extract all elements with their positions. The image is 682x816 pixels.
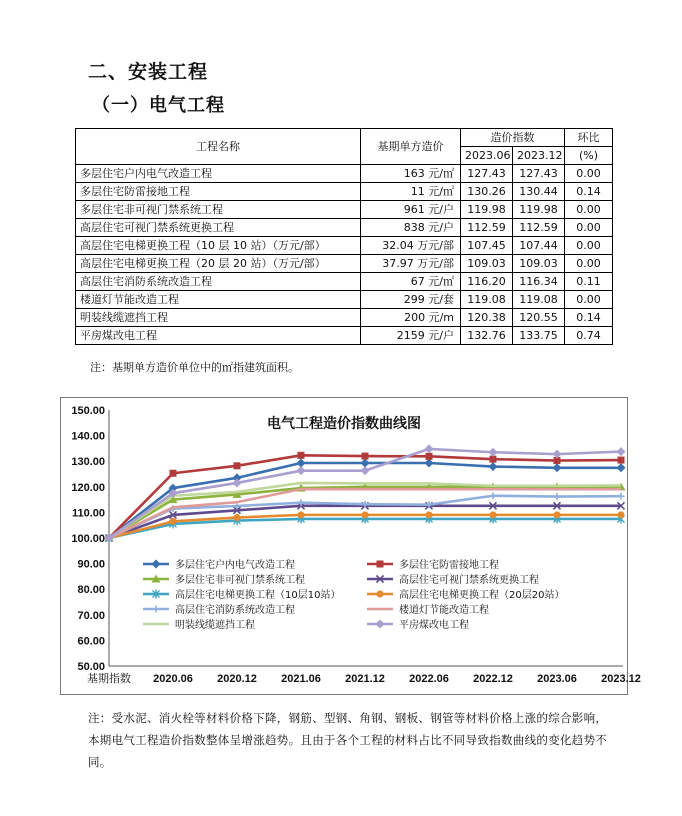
cell-ratio: 0.14	[565, 183, 613, 201]
y-tick-label: 130.00	[71, 456, 105, 469]
line-chart	[60, 397, 641, 695]
cell-index-2023-06: 132.76	[461, 327, 513, 345]
data-point	[618, 511, 625, 518]
data-point	[298, 452, 305, 459]
chart-title: 电气工程造价指数曲线图	[267, 416, 421, 432]
cell-base-price: 32.04 万元/部	[361, 237, 461, 255]
chart-canvas	[61, 398, 641, 694]
data-point	[425, 444, 434, 453]
cell-index-2023-06: 112.59	[461, 219, 513, 237]
data-point	[297, 458, 306, 467]
cell-ratio: 0.11	[565, 273, 613, 291]
subsection-title: （一）电气工程	[92, 95, 225, 116]
x-tick-label: 2020.06	[153, 673, 193, 685]
cell-index-2023-12: 120.55	[513, 309, 565, 327]
cell-index-2023-12: 107.44	[513, 237, 565, 255]
data-point	[426, 453, 433, 460]
header-cost-index: 造价指数	[461, 129, 565, 147]
y-tick-label: 80.00	[77, 584, 105, 597]
y-tick-label: 100.00	[71, 533, 105, 545]
legend-label: 多层住宅防雷接地工程	[399, 560, 499, 571]
cell-index-2023-06: 127.43	[461, 165, 513, 183]
cell-project-name: 平房煤改电工程	[76, 327, 361, 345]
legend-label: 高层住宅可视门禁系统更换工程	[399, 575, 539, 586]
data-point	[170, 470, 177, 477]
data-point	[297, 466, 306, 475]
y-tick-label: 120.00	[71, 481, 105, 494]
cell-project-name: 明装线缆遮挡工程	[76, 309, 361, 327]
table-row	[76, 201, 613, 219]
data-point	[376, 620, 385, 629]
cell-project-name: 高层住宅电梯更换工程（20 层 20 站）（万元/部）	[76, 255, 361, 273]
data-point	[490, 511, 497, 518]
data-point	[618, 493, 625, 500]
legend-label: 高层住宅电梯更换工程（20层20站）	[399, 590, 565, 601]
y-tick-label: 90.00	[77, 558, 105, 571]
cell-ratio: 0.00	[565, 237, 613, 255]
x-tick-label: 2020.12	[217, 673, 257, 685]
section-title: 二、安装工程	[88, 61, 209, 83]
data-point	[361, 466, 370, 475]
table-row	[76, 273, 613, 291]
cell-base-price: 67 元/㎡	[361, 273, 461, 291]
table-row	[76, 219, 613, 237]
data-point	[554, 493, 561, 500]
table-row	[76, 327, 613, 345]
x-tick-label: 2021.06	[281, 673, 321, 685]
cell-ratio: 0.14	[565, 309, 613, 327]
data-point	[425, 458, 434, 467]
legend-label: 楼道灯节能改造工程	[399, 605, 489, 616]
header-ratio: 环比	[565, 129, 613, 147]
cell-base-price: 11 元/㎡	[361, 183, 461, 201]
y-tick-label: 60.00	[77, 635, 105, 648]
table-row	[76, 165, 613, 183]
header-period-2: 2023.12	[513, 147, 565, 165]
cell-ratio: 0.00	[565, 165, 613, 183]
cell-project-name: 高层住宅可视门禁系统更换工程	[76, 219, 361, 237]
cell-ratio: 0.00	[565, 219, 613, 237]
cell-index-2023-12: 133.75	[513, 327, 565, 345]
data-point	[153, 606, 160, 613]
header-base-price: 基期单方造价	[361, 129, 461, 165]
legend-label: 多层住宅户内电气改造工程	[175, 560, 295, 571]
data-point	[618, 457, 625, 464]
cell-index-2023-06: 107.45	[461, 237, 513, 255]
legend-label: 高层住宅电梯更换工程（10层10站）	[175, 590, 341, 601]
data-point	[489, 448, 498, 457]
cell-index-2023-06: 119.08	[461, 291, 513, 309]
cell-ratio: 0.74	[565, 327, 613, 345]
cell-project-name: 高层住宅电梯更换工程（10 层 10 站）（万元/部）	[76, 237, 361, 255]
cell-index-2023-06: 120.38	[461, 309, 513, 327]
cell-index-2023-12: 119.98	[513, 201, 565, 219]
x-tick-label: 2022.06	[409, 673, 449, 685]
data-point	[298, 511, 305, 518]
cell-project-name: 多层住宅非可视门禁系统工程	[76, 201, 361, 219]
table-row	[76, 183, 613, 201]
analysis-note: 注：受水泥、消火栓等材料价格下降，钢筋、型钢、角钢、钢板、钢管等材料价格上涨的综合影响，本期电气工程造价指数整体呈增涨趋势。且由于各个工程的材料占比不同导致指数曲线的变化趋势不同。	[88, 711, 608, 769]
table-note: 注：基期单方造价单位中的㎡指建筑面积。	[90, 361, 299, 374]
cell-project-name: 楼道灯节能改造工程	[76, 291, 361, 309]
cell-index-2023-12: 112.59	[513, 219, 565, 237]
data-point	[362, 511, 369, 518]
cell-index-2023-12: 116.34	[513, 273, 565, 291]
x-tick-label: 2023.12	[601, 673, 641, 685]
data-point	[617, 447, 626, 456]
legend-label: 平房煤改电工程	[399, 620, 469, 631]
x-tick-label: 基期指数	[87, 673, 131, 685]
cell-base-price: 299 元/套	[361, 291, 461, 309]
table-row	[76, 237, 613, 255]
cell-project-name: 高层住宅消防系统改造工程	[76, 273, 361, 291]
table-row	[76, 255, 613, 273]
data-point	[362, 453, 369, 460]
cell-index-2023-12: 130.44	[513, 183, 565, 201]
cell-index-2023-06: 116.20	[461, 273, 513, 291]
data-point	[554, 511, 561, 518]
header-period-1: 2023.06	[461, 147, 513, 165]
data-point	[152, 560, 161, 569]
data-point	[617, 463, 626, 472]
data-point	[234, 514, 241, 521]
cell-index-2023-06: 119.98	[461, 201, 513, 219]
cell-base-price: 838 元/户	[361, 219, 461, 237]
cost-index-table	[75, 128, 613, 345]
data-point	[553, 463, 562, 472]
cell-base-price: 163 元/㎡	[361, 165, 461, 183]
cell-base-price: 200 元/m	[361, 309, 461, 327]
data-point	[489, 462, 498, 471]
y-tick-label: 150.00	[71, 405, 105, 417]
header-project-name: 工程名称	[76, 129, 361, 165]
header-ratio-unit: (%)	[565, 147, 613, 165]
cell-index-2023-12: 109.03	[513, 255, 565, 273]
legend-label: 高层住宅消防系统改造工程	[175, 605, 295, 616]
data-point	[426, 511, 433, 518]
y-tick-label: 140.00	[71, 430, 105, 443]
data-point	[233, 478, 242, 487]
cell-base-price: 2159 元/户	[361, 327, 461, 345]
cell-index-2023-06: 109.03	[461, 255, 513, 273]
table-row	[76, 309, 613, 327]
x-tick-label: 2023.06	[537, 673, 577, 685]
cell-index-2023-06: 130.26	[461, 183, 513, 201]
cell-ratio: 0.00	[565, 291, 613, 309]
data-point	[234, 462, 241, 469]
x-tick-label: 2022.12	[473, 673, 513, 685]
cell-index-2023-12: 127.43	[513, 165, 565, 183]
data-point	[377, 561, 384, 568]
y-tick-label: 50.00	[77, 661, 105, 673]
cell-project-name: 多层住宅户内电气改造工程	[76, 165, 361, 183]
cell-base-price: 37.97 万元/部	[361, 255, 461, 273]
data-point	[490, 492, 497, 499]
cell-base-price: 961 元/户	[361, 201, 461, 219]
cell-project-name: 多层住宅防雷接地工程	[76, 183, 361, 201]
data-point	[361, 458, 370, 467]
data-point	[377, 591, 384, 598]
x-tick-label: 2021.12	[345, 673, 385, 685]
cell-index-2023-12: 119.08	[513, 291, 565, 309]
y-tick-label: 110.00	[71, 507, 105, 520]
legend-label: 明装线缆遮挡工程	[175, 620, 255, 631]
table-row	[76, 291, 613, 309]
cell-ratio: 0.00	[565, 201, 613, 219]
data-point	[170, 518, 177, 525]
y-tick-label: 70.00	[77, 609, 105, 622]
cell-ratio: 0.00	[565, 255, 613, 273]
legend-label: 多层住宅非可视门禁系统工程	[175, 575, 305, 586]
